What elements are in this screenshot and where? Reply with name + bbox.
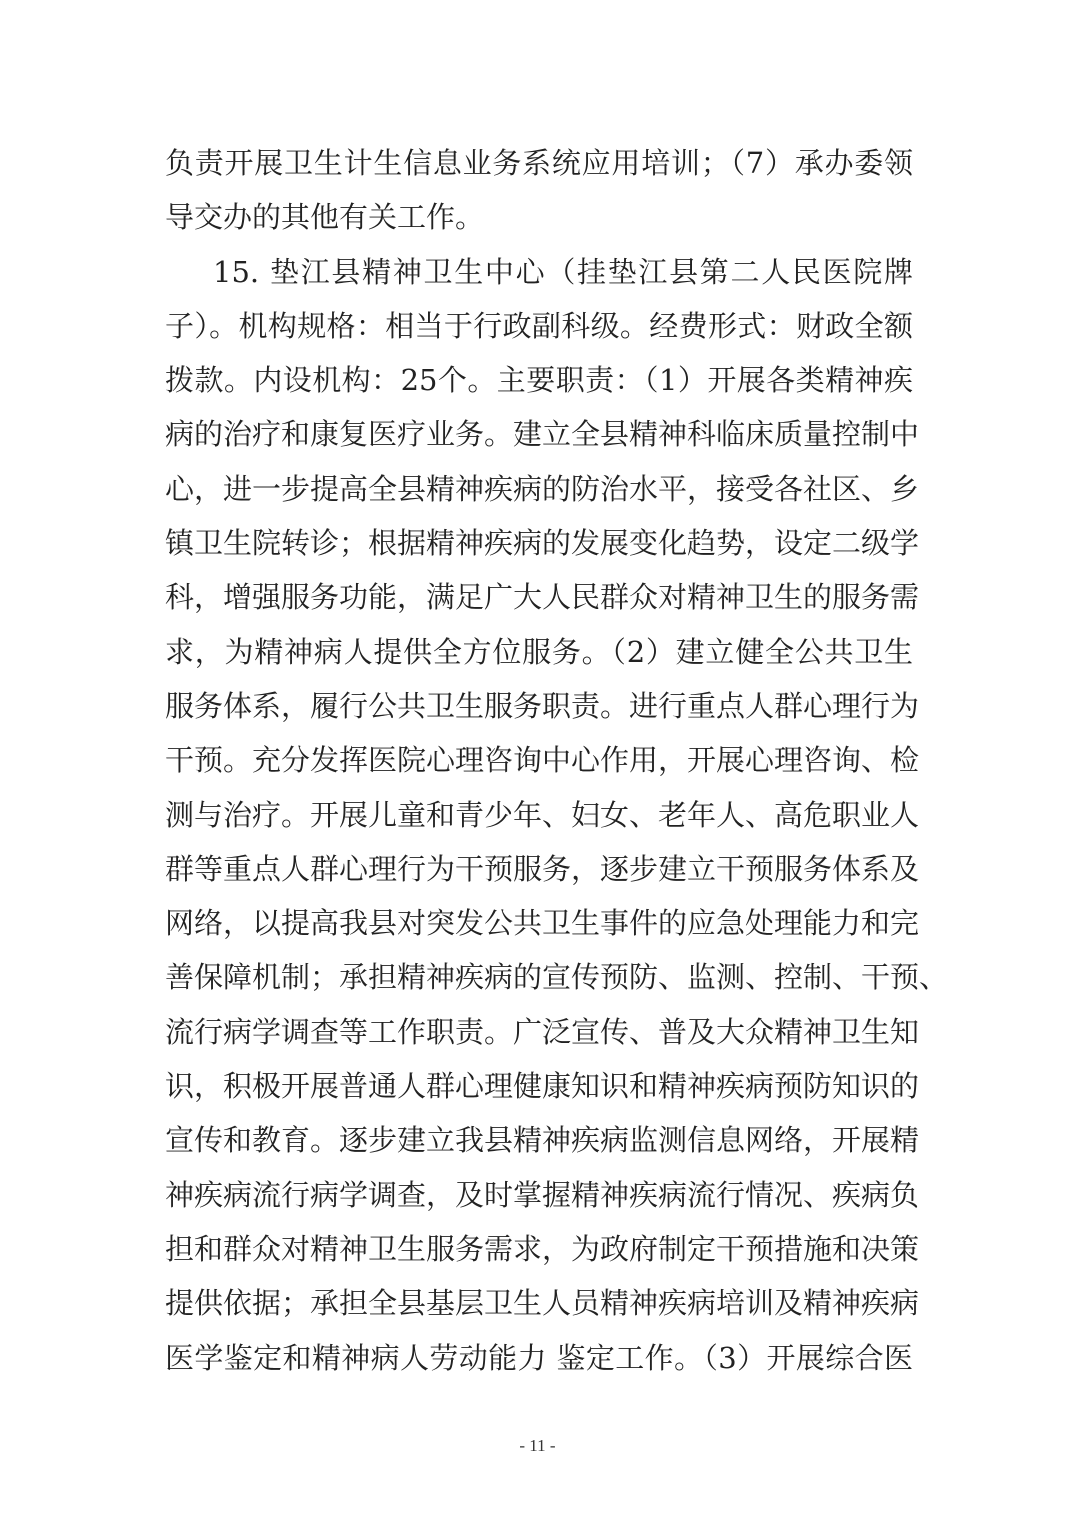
text-line: 流行病学调查等工作职责。广泛宣传、普及大众精神卫生知 [165,1014,920,1049]
section-heading-line: 15. 垫江县精神卫生中心（挂垫江县第二人民医院牌 [213,254,913,289]
text-line: 测与治疗。开展儿童和青少年、妇女、老年人、高危职业人 [165,797,920,832]
text-line: 宣传和教育。逐步建立我县精神疾病监测信息网络，开展精 [165,1123,920,1158]
text-line: 负责开展卫生计生信息业务系统应用培训；（7）承办委领 [165,146,913,180]
text-line: 医学鉴定和精神病人劳动能力 鉴定工作。（3）开展综合医 [165,1340,913,1375]
page-number: - 11 - [519,1436,556,1455]
text-line: 善保障机制；承担精神疾病的宣传预防、监测、控制、干预、 [165,960,949,995]
text-line: 群等重点人群心理行为干预服务，逐步建立干预服务体系及 [165,851,920,886]
text-line: 神疾病流行病学调查，及时掌握精神疾病流行情况、疾病负 [165,1177,920,1212]
text-line: 服务体系，履行公共卫生服务职责。进行重点人群心理行为 [165,688,920,723]
text-line: 心，进一步提高全县精神疾病的防治水平，接受各社区、乡 [165,471,920,506]
text-line: 担和群众对精神卫生服务需求，为政府制定干预措施和决策 [165,1231,920,1266]
text-line: 导交办的其他有关工作。 [165,200,485,235]
text-line: 识，积极开展普通人群心理健康知识和精神疾病预防知识的 [165,1069,920,1104]
text-line: 拨款。内设机构：25个。主要职责：（1）开展各类精神疾 [165,363,913,398]
text-line: 提供依据；承担全县基层卫生人员精神疾病培训及精神疾病 [165,1286,920,1321]
text-line: 求，为精神病人提供全方位服务。（2）建立健全公共卫生 [165,634,913,669]
text-line: 病的治疗和康复医疗业务。建立全县精神科临床质量控制中 [165,417,920,452]
body-text [165,136,949,1385]
text-line: 科，增强服务功能，满足广大人民群众对精神卫生的服务需 [165,580,920,615]
text-line: 子）。机构规格：相当于行政副科级。经费形式：财政全额 [165,308,913,343]
text-line: 干预。充分发挥医院心理咨询中心作用，开展心理咨询、检 [165,743,920,778]
text-line: 镇卫生院转诊；根据精神疾病的发展变化趋势，设定二级学 [165,526,920,561]
text-line: 网络，以提高我县对突发公共卫生事件的应急处理能力和完 [165,906,920,941]
